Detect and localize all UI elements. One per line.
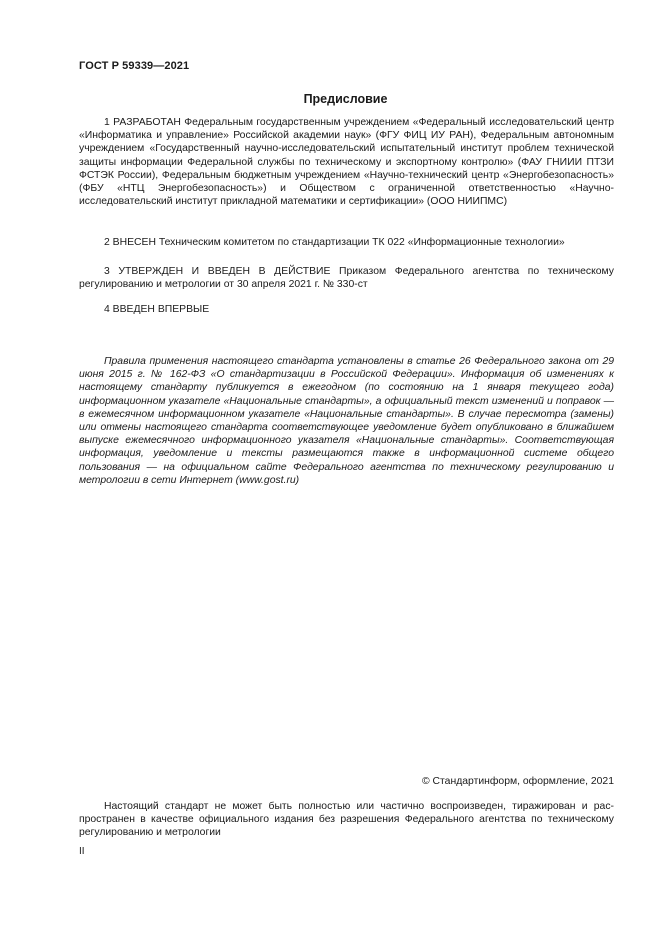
paragraph-developed: 1 РАЗРАБОТАН Федеральным государственным учреждением «Федеральный исследовательский центр «Информатика и управление» Российской академии наук» (ФГУ ФИЦ ИУ РАН), Федеральным автономным учреждением «Государственный научно-исследовательский испытательный институт проблем технической защиты информации Федеральной службы по техническому и экспортному контролю» (ФАУ ГНИИИ ПТЗИ ФСТЭК России), Федеральным бюджетным учреждением «Научно-технический центр «Энергобезопасность» (ФБУ «НТЦ Энергобезопасность») и Обществом с ограниченной ответственностью «Научно-исследовательский институт прикладной математики и сертификации» (ООО НИИПМС) — [79, 117, 614, 208]
application-rules-notice: Правила применения настоящего стандарта установлены в статье 26 Федерального закона от 29 июня 2015 г. № 162-ФЗ «О стандартизации в Российской Федерации». Информация об изменениях к настоящему стандарту публикуется в ежегодном (по состоянию на 1 января текущего года) информационном указателе «Национальные стандарты», а официальный текст изменений и поправок — в ежемесячном информационном указателе «Национальные стандарты». В случае пересмотра (замены) или отмены настоящего стандарта соответствующее уведомление будет опубликовано в ближайшем выпуске ежемесячного информационного указателя «Национальные стандарты». Соответствующая информация, уведомление и тексты размещаются также в информационной системе общего пользования — на официальном сайте Федерального агентства по техническому регулированию и метрологии в сети Интернет (www.gost.ru) — [79, 356, 614, 486]
paragraph-approved: 3 УТВЕРЖДЕН И ВВЕДЕН В ДЕЙСТВИЕ Приказом Федерального агентства по техническому регулированию и метрологии от 30 апреля 2021 г. № 330-ст — [79, 266, 614, 291]
page-number: II — [79, 846, 85, 857]
paragraph-submitted: 2 ВНЕСЕН Техническим комитетом по стандартизации ТК 022 «Информационные технологии» — [104, 237, 565, 248]
paragraph-introduced: 4 ВВЕДЕН ВПЕРВЫЕ — [104, 304, 210, 315]
copyright-line: © Стандартинформ, оформление, 2021 — [421, 776, 614, 787]
reproduction-notice: Настоящий стандарт не может быть полностью или частично воспроизведен, тиражирован и распространен в качестве официального издания без разрешения Федерального агентства по техническому регулированию и метрологии — [79, 801, 614, 839]
section-title: Предисловие — [303, 92, 388, 106]
document-code: ГОСТ Р 59339—2021 — [79, 60, 190, 72]
